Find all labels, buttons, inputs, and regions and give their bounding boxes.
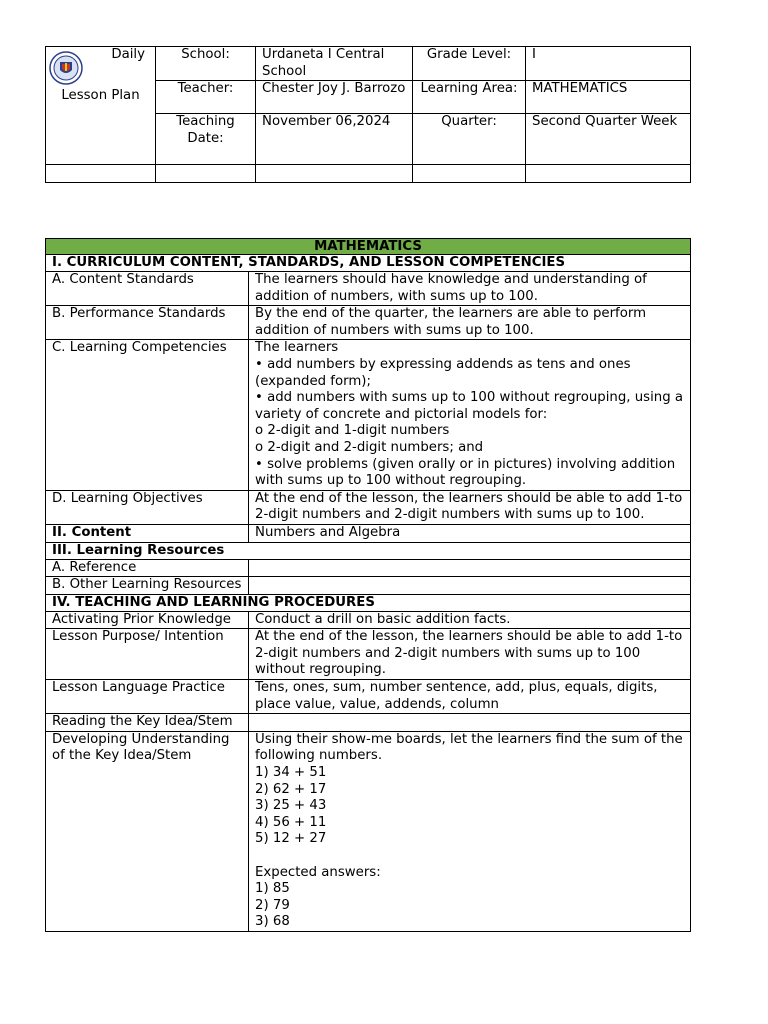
prior-knowledge-label: Activating Prior Knowledge	[46, 611, 249, 629]
learning-objectives-value: At the end of the lesson, the learners should be able to add 1-to 2-digit numbers and 2-digit numbers with sums up to 100.	[249, 490, 691, 524]
lesson-plan-label: Lesson Plan	[61, 87, 140, 103]
developing-understanding-label: Developing Understanding of the Key Idea/Stem	[46, 731, 249, 931]
competency-line: • add numbers with sums up to 100 without regrouping, using a variety of concrete and pictorial models for:	[255, 390, 684, 422]
learning-objectives-label: D. Learning Objectives	[46, 490, 249, 524]
reference-label: A. Reference	[46, 559, 249, 577]
competency-line: • add numbers by expressing addends as tens and ones (expanded form);	[255, 356, 631, 389]
content-standards-label: A. Content Standards	[46, 272, 249, 306]
school-value: Urdaneta I Central School	[256, 47, 413, 81]
performance-standards-value: By the end of the quarter, the learners are able to perform addition of numbers with sums up to 100.	[249, 306, 691, 340]
blank-cell	[46, 165, 156, 183]
blank-cell	[256, 165, 413, 183]
grade-label: Grade Level:	[413, 47, 526, 81]
developing-line: 1) 85	[255, 881, 290, 897]
deped-seal-icon	[49, 51, 83, 85]
language-practice-value: Tens, ones, sum, number sentence, add, plus, equals, digits, place value, value, addends, column	[249, 680, 691, 714]
quarter-label: Quarter:	[413, 114, 526, 165]
blank-cell	[413, 165, 526, 183]
developing-line: 2) 62 + 17	[255, 781, 327, 797]
section-resources-heading: III. Learning Resources	[46, 542, 691, 559]
content-standards-value: The learners should have knowledge and understanding of addition of numbers, with sums up to 100.	[249, 272, 691, 306]
teacher-label: Teacher:	[156, 81, 256, 114]
developing-line: 1) 34 + 51	[255, 765, 327, 781]
section-procedures-heading: IV. TEACHING AND LEARNING PROCEDURES	[46, 594, 691, 611]
teaching-date-value: November 06,2024	[256, 114, 413, 165]
header-table	[45, 46, 691, 183]
prior-knowledge-value: Conduct a drill on basic addition facts.	[249, 611, 691, 629]
developing-line	[255, 848, 684, 865]
grade-value: I	[526, 47, 691, 81]
other-resources-value	[249, 577, 691, 595]
developing-line: 5) 12 + 27	[255, 831, 327, 847]
competency-line: • solve problems (given orally or in pictures) involving addition with sums up to 100 without regrouping.	[255, 456, 676, 489]
competency-line: o 2-digit and 2-digit numbers; and	[255, 439, 484, 455]
competency-line: o 2-digit and 1-digit numbers	[255, 423, 450, 439]
developing-line: 3) 25 + 43	[255, 798, 327, 814]
blank-cell	[526, 165, 691, 183]
subject-band: MATHEMATICS	[46, 239, 691, 255]
developing-line: 4) 56 + 11	[255, 814, 327, 830]
developing-line: 3) 68	[255, 914, 290, 930]
section-curriculum-heading: I. CURRICULUM CONTENT, STANDARDS, AND LESSON COMPETENCIES	[46, 255, 691, 272]
learning-area-value: MATHEMATICS	[526, 81, 691, 114]
daily-label: Daily	[111, 47, 145, 62]
reading-key-idea-value	[249, 714, 691, 732]
content-label: II. Content	[46, 524, 249, 542]
learning-area-label: Learning Area:	[413, 81, 526, 114]
performance-standards-label: B. Performance Standards	[46, 306, 249, 340]
quarter-value: Second Quarter Week	[526, 114, 691, 165]
competency-line: The learners	[255, 340, 339, 356]
lesson-purpose-value: At the end of the lesson, the learners should be able to add 1-to 2-digit numbers and 2-digit numbers with sums up to 100 without regrouping.	[249, 629, 691, 680]
logo-cell	[46, 47, 156, 165]
reference-value	[249, 559, 691, 577]
developing-line: 2) 79	[255, 897, 290, 913]
lesson-purpose-label: Lesson Purpose/ Intention	[46, 629, 249, 680]
reading-key-idea-label: Reading the Key Idea/Stem	[46, 714, 249, 732]
teacher-value: Chester Joy J. Barrozo	[256, 81, 413, 114]
developing-line: Using their show-me boards, let the learners find the sum of the following numbers.	[255, 731, 683, 764]
developing-line: Expected answers:	[255, 864, 381, 880]
lesson-plan-table	[45, 238, 691, 932]
teaching-date-label: Teaching Date:	[156, 114, 256, 165]
blank-cell	[156, 165, 256, 183]
content-value: Numbers and Algebra	[249, 524, 691, 542]
developing-understanding-value	[249, 731, 691, 931]
learning-competencies-label: C. Learning Competencies	[46, 340, 249, 490]
learning-competencies-value	[249, 340, 691, 490]
other-resources-label: B. Other Learning Resources	[46, 577, 249, 595]
language-practice-label: Lesson Language Practice	[46, 680, 249, 714]
school-label: School:	[156, 47, 256, 81]
